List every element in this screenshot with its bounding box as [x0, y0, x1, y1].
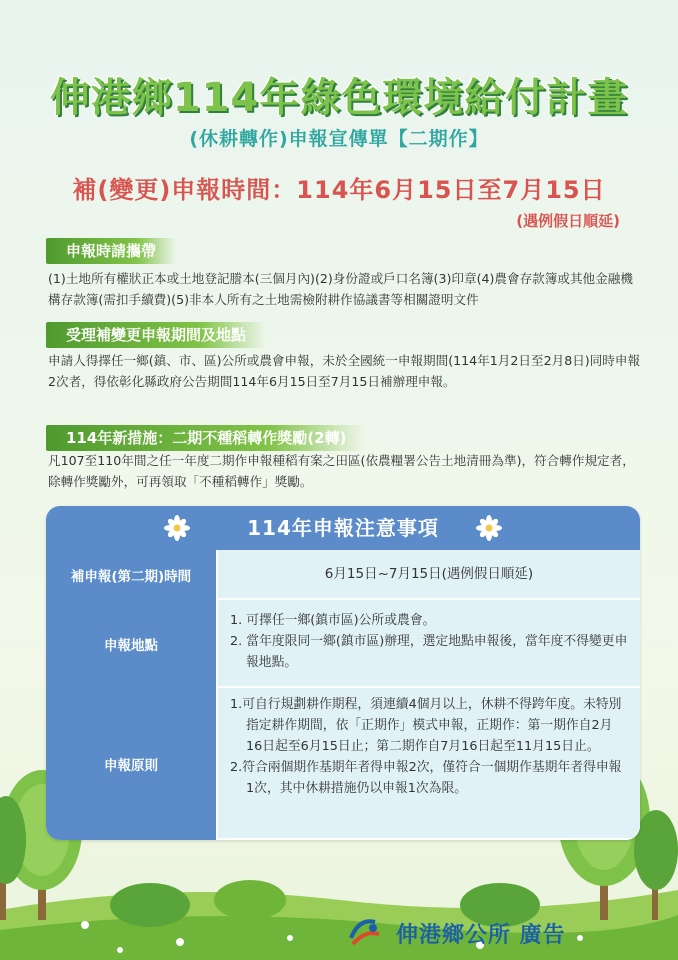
list-item: 1. 可擇任一鄉(鎮市區)公所或農會。 — [230, 613, 436, 628]
row-value-principle — [216, 688, 640, 840]
footer-publisher: 伸港鄉公所 廣告 — [396, 923, 566, 948]
row-value-location — [216, 600, 640, 688]
list-item: 1.可自行規劃耕作期程，須連續4個月以上，休耕不得跨年度。未特別指定耕作期間，依「正期作」模式申報，正期作：第一期作自2月16日起至6月15日止；第二期作自7月16日起至11月15日止。 — [230, 697, 622, 754]
section-body-documents: (1)土地所有權狀正本或土地登記謄本(三個月內)(2)身份證或戶口名簿(3)印章(4)農會存款簿或其他金融機構存款簿(需扣手續費)(5)非本人所有之土地需檢附耕作協議書等相關證明文件 — [48, 271, 633, 307]
row-label-time: 補申報(第二期)時間 — [46, 550, 216, 602]
deadline-text: 補(變更)申報時間：114年6月15日至7月15日 — [72, 176, 606, 204]
section-body-new-measure: 凡107至110年間之任一年度二期作申報種稻有案之田區(依農糧署公告土地清冊為準)，符合轉作規定者，除轉作獎勵外，可再領取「不種稻轉作」獎勵。 — [48, 453, 635, 489]
deadline-note: (遇例假日順延) — [516, 212, 620, 230]
page-title: 伸港鄉114年綠色環境給付計畫 — [49, 75, 629, 121]
list-item: 2. 當年度限同一鄉(鎮市區)辦理，選定地點申報後，當年度不得變更申報地點。 — [230, 634, 628, 670]
flower-icon — [476, 515, 502, 541]
notice-card — [46, 506, 640, 840]
township-logo — [345, 912, 385, 952]
notice-title: 114年申報注意事項 — [46, 506, 640, 550]
section-heading-period-location: 受理補變更申報期間及地點 — [46, 322, 266, 348]
section-heading-new-measure: 114年新措施：二期不種稻轉作獎勵(2轉) — [46, 425, 366, 451]
row-label-principle: 申報原則 — [46, 688, 216, 840]
section-heading-documents: 申報時請攜帶 — [46, 238, 176, 264]
row-label-location: 申報地點 — [46, 600, 216, 690]
flower-icon — [164, 515, 190, 541]
row-value-time: 6月15日~7月15日(遇例假日順延) — [216, 550, 640, 600]
section-body-period-location: 申請人得擇任一鄉(鎮、市、區)公所或農會申報，未於全國統一申報期間(114年1月2日至2月8日)同時申報2次者，得依彰化縣政府公告期間114年6月15日至7月15日補辦理申報。 — [48, 353, 641, 389]
list-item: 2.符合兩個期作基期年者得申報2次，僅符合一個期作基期年者得申報1次，其中休耕措施仍以申報1次為限。 — [230, 760, 622, 796]
page-subtitle: (休耕轉作)申報宣傳單【二期作】 — [189, 128, 489, 150]
